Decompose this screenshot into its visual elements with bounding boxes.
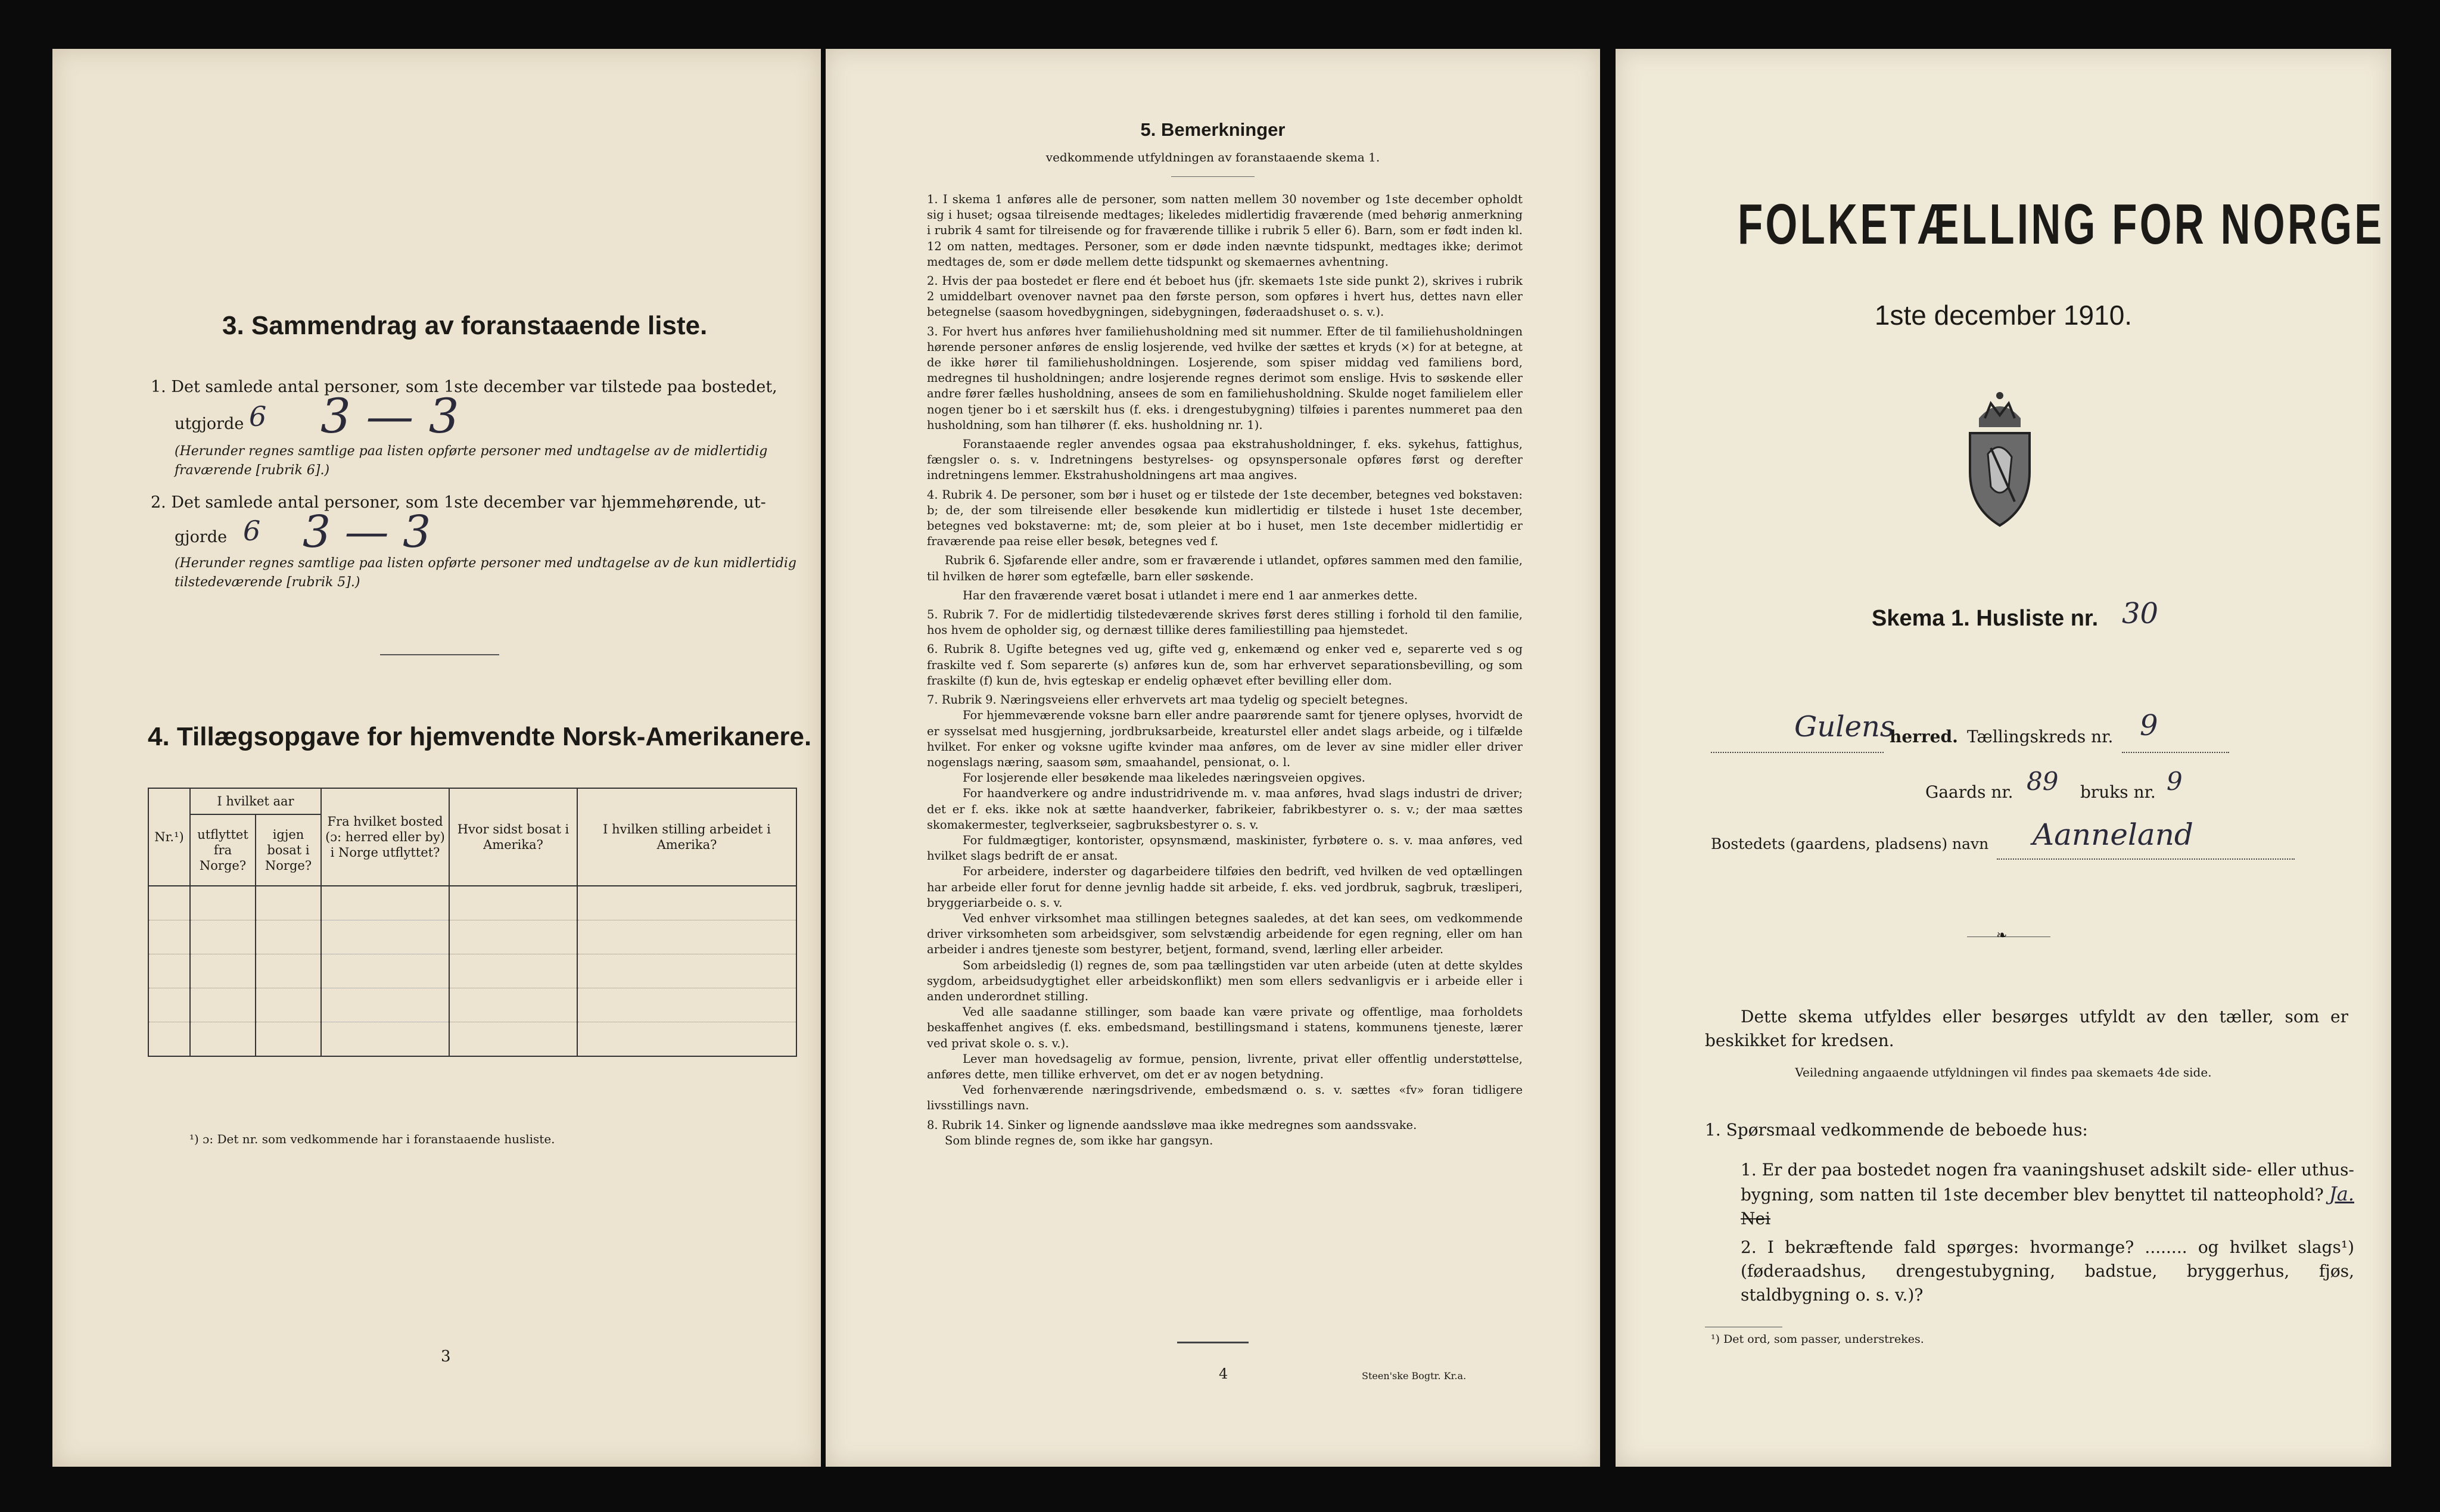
q1-heading: 1. Spørsmaal vedkommende de beboede hus: — [1705, 1120, 2088, 1140]
bruks-value: 9 — [2167, 767, 2183, 796]
col-aar-group: I hvilket aar — [190, 788, 321, 814]
item1-utgjorde: utgjorde — [175, 415, 244, 433]
kreds-field — [2122, 728, 2229, 753]
q1-2: 2. I bekræftende fald spørges: hvormange? ........ og hvilket slags¹) (føderaadshus, drengestubygning, badstue, bryggerhus, fjøs, staldbygning o. s. v.)? — [1741, 1237, 2354, 1305]
remark-paragraph: 5. Rubrik 7. For de midlertidig tilstedeværende skrives først deres stilling i forhold til den familie, hos hvem de opholder sig, og dernæst tillike deres familiestilling paa hjemstedet. — [927, 608, 1523, 637]
remarks-title: 5. Bemerkninger — [1140, 119, 1286, 140]
remark-paragraph: For hjemmeværende voksne barn eller andre paarørende samt for tjenere oplyses, hvorvidt de er sysselsat med husgjerning, jordbruksarbeide, kreaturstel eller andet slags arbeide, og i tilfælde hvilket. For enker og voksne ugifte kvinder maa anføres, om de lever av sine midler eller driver nogenslags næring, saasom søm, smaahandel, pensionat, o. l. — [927, 708, 1523, 769]
divider — [1171, 176, 1255, 177]
ornament-icon: ❧ — [1996, 928, 2008, 943]
remark-paragraph: 6. Rubrik 8. Ugifte betegnes ved ug, gifte ved g, enkemænd og enker ved e, separerte ved s og fraskilte ved f. Som separerte (s) anføres kun de, som har erhvervet separationsbevilling, og som fraskilte (f) kun de, hvis egteskap er endelig ophævet efter bevilling eller dom. — [927, 642, 1523, 687]
remark-paragraph: 4. Rubrik 4. De personer, som bør i huset og er tilstede der 1ste december, betegnes ved bokstaven: b; de, der som tilreisende eller besøkende kun midlertidig er tilstede i huset 1ste december, betegnes ved bokstaverne: mt; de, som pleier at bo i huset, men 1ste december midlertidig er fraværende paa reise eller besøk, betegnes ved f. — [927, 487, 1523, 549]
table-row — [148, 1022, 796, 1057]
col-igjen: igjen bosat i Norge? — [256, 814, 321, 886]
remark-paragraph: 8. Rubrik 14. Sinker og lignende aandssløve maa ikke medregnes som aandssvake. — [927, 1118, 1417, 1132]
remarks-body — [927, 192, 1523, 1152]
herred-label: herred. — [1890, 727, 1958, 746]
info-text: Dette skema utfyldes eller besørges utfyldt av den tæller, som er beskikket for kredsen. — [1705, 1007, 2348, 1050]
census-date: 1ste december 1910. — [1874, 300, 2133, 331]
col-nr: Nr.¹) — [148, 788, 190, 886]
divider — [1177, 1342, 1249, 1343]
answer-nei: Nei — [1741, 1209, 1771, 1228]
footnote: ¹) Det ord, som passer, understrekes. — [1711, 1333, 1924, 1346]
coat-of-arms-icon — [1955, 382, 2044, 531]
remark-paragraph: Har den fraværende været bosat i utlandet i mere end 1 aar anmerkes dette. — [963, 588, 1418, 602]
remark-paragraph: Som arbeidsledig (l) regnes de, som paa tællingstiden var uten arbeide (uten at dette skyldes sygdom, arbeidsudygtighet eller arbeidskonflikt) men som ellers sedvanligvis er i arbeide eller i anden underordnet stilling. — [927, 958, 1523, 1003]
section4-title: 4. Tillægsopgave for hjemvendte Norsk-Amerikanere. — [148, 722, 812, 751]
item2-note: (Herunder regnes samtlige paa listen opførte personer med undtagelse av de kun midlertidig tilstedeværende [rubrik 5].) — [175, 556, 796, 590]
remark-paragraph: Ved enhver virksomhet maa stillingen betegnes saaledes, at det kan sees, om vedkommende driver virksomheten som arbeidsgiver, som selvstændig arbeidende for egen regning, eller om han arbeider i andres tjeneste som bestyrer, betjent, formand, svend, lærling eller arbeider. — [927, 911, 1523, 957]
bruks-label: bruks nr. — [2080, 782, 2156, 802]
col-utflyttet: utflyttet fra Norge? — [190, 814, 256, 886]
bosted-value: Aanneland — [2033, 817, 2193, 852]
remark-paragraph: For haandverkere og andre industridrivende m. v. maa anføres, hvad slags industri de driver; det er f. eks. ikke nok at sætte haandverker, fabrikeier, fabrikbestyrer o. s. v.; der maa sættes skomakermester, teglverkseier, sagbruksbestyrer o. s. v. — [927, 786, 1523, 832]
remark-paragraph: Som blinde regnes de, som ikke har gangsyn. — [945, 1133, 1213, 1147]
remark-paragraph: For fuldmægtiger, kontorister, opsynsmænd, maskinister, fyrbøtere o. s. v. maa anføres, ved hvilket slags bedrift de er ansat. — [927, 833, 1523, 863]
remark-paragraph: Ved alle saadanne stillinger, som baade kan være private og offentlige, maa forholdets beskaffenhet angives (f. eks. embedsmand, bestillingsmand i statens, kommunens tjeneste, lærer ved privat skole o. s. v.). — [927, 1005, 1523, 1050]
remark-paragraph: For losjerende eller besøkende maa likeledes næringsveien opgives. — [963, 771, 1365, 785]
divider — [380, 654, 499, 655]
table-row — [148, 920, 796, 954]
q1-1 — [1741, 1158, 2354, 1231]
item2-line: 2. Det samlede antal personer, som 1ste december var hjemmehørende, ut- — [151, 493, 766, 512]
table-row — [148, 886, 796, 920]
kreds-label: Tællingskreds nr. — [1967, 727, 2114, 746]
item2-printed-value: 6 — [243, 515, 261, 547]
gaards-label: Gaards nr. — [1925, 782, 2013, 802]
table-row — [148, 988, 796, 1022]
page-number: 4 — [1219, 1365, 1228, 1382]
item2-utgjorde: gjorde — [175, 528, 228, 546]
page-middle — [826, 49, 1600, 1467]
main-title: FOLKETÆLLING FOR NORGE — [1738, 192, 2385, 256]
item1-printed-value: 6 — [249, 400, 267, 433]
remark-paragraph: Foranstaaende regler anvendes ogsaa paa ekstrahusholdninger, f. eks. sykehus, fattighus, fængsler o. s. v. Indretningens bestyrelses- og opsynspersonale opføres først og derefter indretningens lemmer. Ekstrahusholdningens art maa angives. — [927, 437, 1523, 483]
printer-mark: Steen'ske Bogtr. Kr.a. — [1362, 1370, 1467, 1382]
item2-handwritten-value: 3 — 3 — [303, 506, 431, 558]
herred-value: Gulens — [1794, 710, 1895, 743]
item1-note: (Herunder regnes samtlige paa listen opførte personer med undtagelse av de midlertidig fraværende [rubrik 6].) — [175, 444, 768, 478]
skema-label: Skema 1. Husliste nr. — [1872, 606, 2099, 631]
norsk-amerikanere-table — [148, 788, 797, 1057]
page-right — [1616, 49, 2391, 1467]
remark-paragraph: Lever man hovedsagelig av formue, pension, livrente, privat eller offentlig understøttelse, anføres dette, men tillike erhvervet, om det er av nogen betydning. — [927, 1051, 1523, 1081]
col-stilling: I hvilken stilling arbeidet i Amerika? — [577, 788, 796, 886]
remarks-subtitle: vedkommende utfyldningen av foranstaaende skema 1. — [1045, 150, 1380, 164]
remark-paragraph: 2. Hvis der paa bostedet er flere end ét beboet hus (jfr. skemaets 1ste side punkt 2), skrives i rubrik 2 umiddelbart ovenover navnet paa den første person, som opføres i hvert hus, dettes navn eller betegnelse (saasom hovedbygningen, sidebygningen, føderaadshuset o. s. v.). — [927, 274, 1523, 319]
answer-ja: Ja. — [2329, 1183, 2354, 1205]
table-row — [148, 954, 796, 988]
remark-paragraph: For arbeidere, inderster og dagarbeidere tilføies den bedrift, ved hvilken de ved optællingen har arbeide eller forut for denne jevnlig hadde sit arbeide, f. eks. ved jordbruk, sagbruk, træsliperi, bryggeriarbeide o. s. v. — [927, 864, 1523, 910]
col-bosted: Fra hvilket bosted (ɔ: herred eller by) i Norge utflyttet? — [321, 788, 449, 886]
col-amerika: Hvor sidst bosat i Amerika? — [449, 788, 577, 886]
bosted-label: Bostedets (gaardens, pladsens) navn — [1711, 835, 1989, 853]
item1-handwritten-value: 3 — 3 — [320, 388, 459, 444]
page-left — [52, 49, 821, 1467]
section3-title: 3. Sammendrag av foranstaaende liste. — [222, 311, 708, 340]
remark-paragraph: 1. I skema 1 anføres alle de personer, som natten mellem 30 november og 1ste december opholdt sig i huset; ogsaa tilreisende medtages; likeledes midlertidig fraværende (med behørig anmerkning i rubrik 4 samt for tilreisende og for fraværende tillike i rubrik 5 eller 6). Barn, som er født inden kl. 12 om natten, medtages. Personer, som er døde inden nævnte tidspunkt, medtages ikke; derimot medtages de, som er døde mellem dette tidspunkt og skemaernes avhentning. — [927, 192, 1523, 269]
item1-line: 1. Det samlede antal personer, som 1ste december var tilstede paa bostedet, — [151, 378, 777, 396]
remark-paragraph: 7. Rubrik 9. Næringsveiens eller erhvervets art maa tydelig og specielt betegnes. — [927, 693, 1408, 707]
page-number: 3 — [441, 1348, 451, 1365]
kreds-value: 9 — [2140, 709, 2158, 742]
footnote: ¹) ɔ: Det nr. som vedkommende har i foranstaaende husliste. — [189, 1132, 555, 1146]
remark-paragraph: Ved forhenværende næringsdrivende, embedsmænd o. s. v. sættes «fv» foran tidligere livsstillings navn. — [927, 1083, 1523, 1113]
gaards-value: 89 — [2027, 767, 2059, 796]
remark-paragraph: 3. For hvert hus anføres hver familiehusholdning med sit nummer. Efter de til familiehusholdningen hørende personer anføres de enslig losjerende, ved hvilke der sættes et kryds (×) for at betegne, at de ikke hører til familiehusholdningen. Losjerende, som spiser middag ved familiens bord, medregnes til husholdningen; andre losjerende regnes derimot som enslige. Hvis to søskende eller andre fører fælles husholdning, ansees de som en familiehusholdning. Skulde noget familielem eller nogen tjener bo i et særskilt hus (f. eks. i drengestubygning) tilføies i parentes nummeret paa den husholdning, som han tilhører (f. eks. husholdning nr. 1). — [927, 324, 1523, 432]
husliste-number: 30 — [2122, 597, 2159, 630]
info-small: Veiledning angaaende utfyldningen vil findes paa skemaets 4de side. — [1795, 1065, 2212, 1079]
remark-paragraph: Rubrik 6. Sjøfarende eller andre, som er fraværende i utlandet, opføres sammen med den familie, til hvilken de hører som egtefælle, barn eller søskende. — [927, 553, 1523, 583]
q1-1-text: 1. Er der paa bostedet nogen fra vaaningshuset adskilt side- eller uthus-bygning, som natten til 1ste december blev benyttet til natteophold? — [1741, 1160, 2354, 1205]
